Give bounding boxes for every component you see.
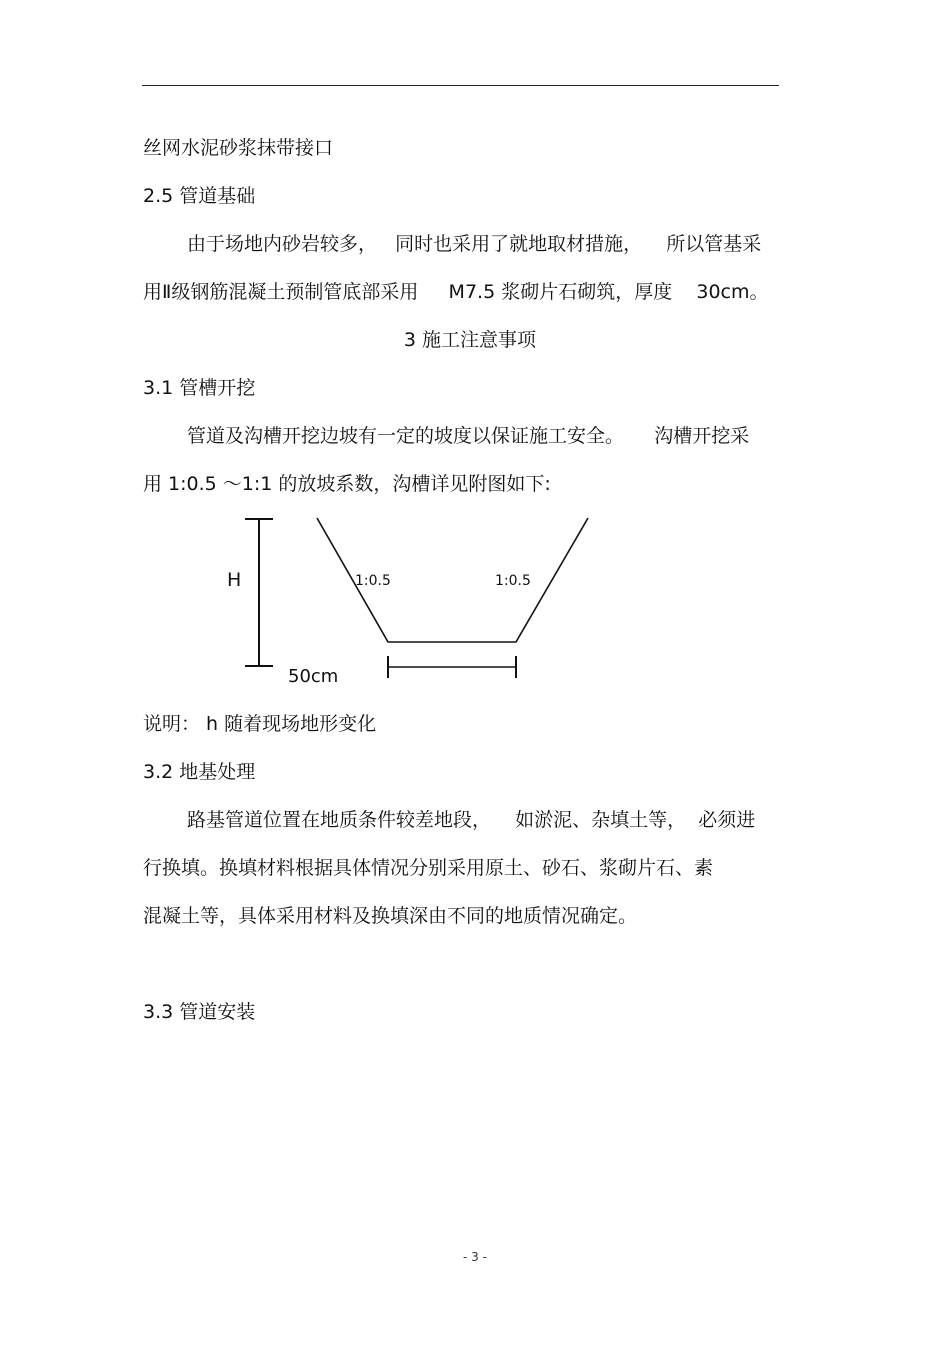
section-3-2-heading: 3.2 地基处理 bbox=[143, 761, 256, 783]
chapter-3-title: 3 施工注意事项 bbox=[403, 329, 537, 351]
section-2-5-paragraph-line-2: 用Ⅱ级钢筋混凝土预制管底部采用 M7.5 浆砌片石砌筑，厚度 30cm。 bbox=[143, 281, 769, 303]
section-3-1-paragraph-line-1: 管道及沟槽开挖边坡有一定的坡度以保证施工安全。 沟槽开挖采 bbox=[187, 425, 750, 447]
section-3-2-paragraph-line-1: 路基管道位置在地质条件较差地段， 如淤泥、杂填土等， 必须进 bbox=[187, 809, 756, 831]
left-slope-label: 1:0.5 bbox=[355, 573, 391, 589]
bottom-width-label: 50cm bbox=[288, 666, 339, 687]
continued-text: 丝网水泥砂浆抹带接口 bbox=[143, 137, 334, 159]
section-3-1-paragraph-line-2: 用 1:0.5 ～1:1 的放坡系数，沟槽详见附图如下: bbox=[143, 473, 551, 495]
section-2-5-paragraph-line-1: 由于场地内砂岩较多， 同时也采用了就地取材措施， 所以管基采 bbox=[187, 233, 762, 255]
diagram-note: 说明： h 随着现场地形变化 bbox=[143, 713, 377, 735]
height-label: H bbox=[227, 569, 242, 591]
section-3-3-heading: 3.3 管道安装 bbox=[143, 1001, 256, 1023]
right-slope-label: 1:0.5 bbox=[495, 573, 531, 589]
page-number: - 3 - bbox=[463, 1250, 487, 1264]
section-3-2-paragraph-line-3: 混凝土等，具体采用材料及换填深由不同的地质情况确定。 bbox=[143, 905, 638, 927]
section-3-2-paragraph-line-2: 行换填。换填材料根据具体情况分别采用原土、砂石、浆砌片石、素 bbox=[143, 857, 714, 879]
section-3-1-heading: 3.1 管槽开挖 bbox=[143, 377, 256, 399]
section-2-5-heading: 2.5 管道基础 bbox=[143, 185, 256, 207]
